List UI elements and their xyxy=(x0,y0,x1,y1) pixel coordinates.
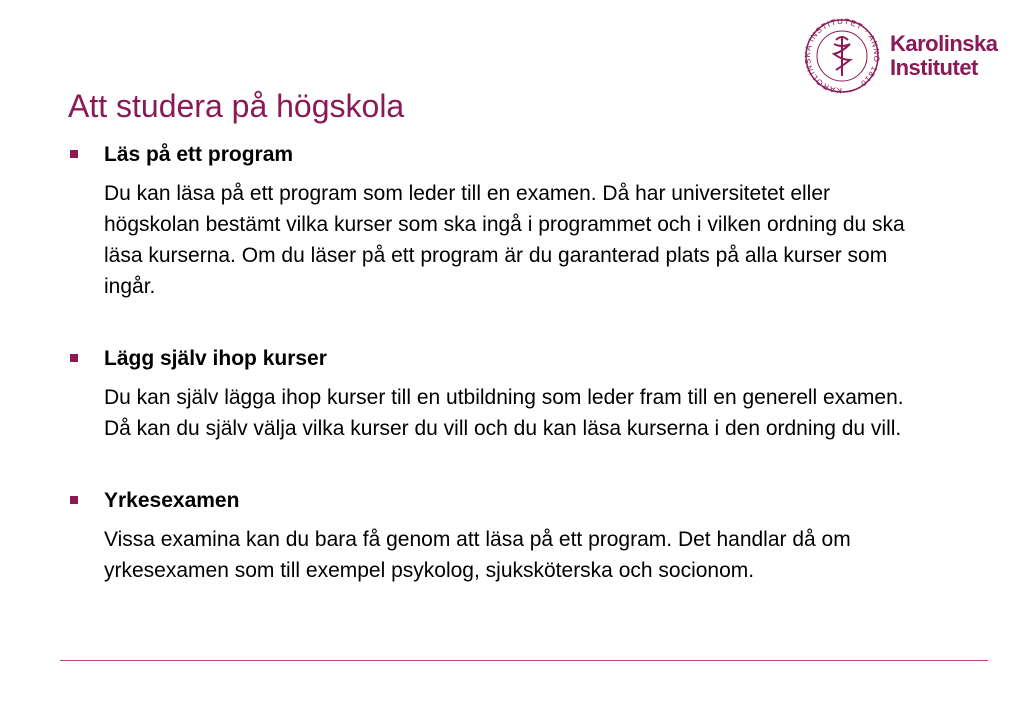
square-bullet-icon xyxy=(70,496,78,504)
section-heading: Yrkesexamen xyxy=(104,489,240,512)
bullet-item xyxy=(68,486,968,516)
section-program xyxy=(68,140,968,302)
section-text: Du kan själv lägga ihop kurser till en utbildning som leder fram till en generell examen. Då kan du själv välja vilka kurser du vill och du kan läsa kurserna i den ordning du vill. xyxy=(104,386,904,440)
section-heading: Lägg själv ihop kurser xyxy=(104,347,327,370)
square-bullet-icon xyxy=(70,150,78,158)
logo-wordmark xyxy=(890,32,998,80)
bullet-item xyxy=(68,344,968,374)
section-text: Vissa examina kan du bara få genom att läsa på ett program. Det handlar då om yrkesexamen som till exempel psykolog, sjuksköterska och socionom. xyxy=(104,528,851,582)
spacer xyxy=(68,444,968,486)
slide-content xyxy=(68,140,968,586)
logo-line-1: Karolinska xyxy=(890,31,998,56)
svg-text:KAROLINSKA INSTITUTET · ANNO 1: KAROLINSKA INSTITUTET · ANNO 1810 xyxy=(802,16,882,96)
slide-title: Att studera på högskola xyxy=(68,88,405,124)
logo-line-2: Institutet xyxy=(890,55,978,80)
bullet-item xyxy=(68,140,968,170)
square-bullet-icon xyxy=(70,354,78,362)
section-professional-degree xyxy=(68,486,968,586)
seal-icon xyxy=(798,16,886,96)
footer-divider xyxy=(60,660,988,661)
karolinska-logo xyxy=(798,16,1003,96)
section-text: Du kan läsa på ett program som leder till en examen. Då har universitetet eller högskolan bestämt vilka kurser som ska ingå i programmet och i vilken ordning du ska läsa kurserna. Om du läser på ett program är du garanterad plats på alla kurser som ingår. xyxy=(104,182,905,298)
section-heading: Läs på ett program xyxy=(104,143,294,166)
section-courses xyxy=(68,344,968,444)
spacer xyxy=(68,302,968,344)
